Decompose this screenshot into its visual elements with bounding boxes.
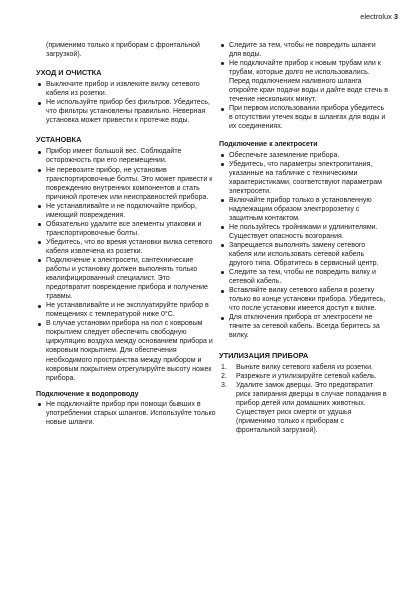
care-heading: УХОД И ОЧИСТКА bbox=[36, 68, 102, 78]
list-item bbox=[219, 381, 389, 435]
installation-list bbox=[36, 147, 216, 382]
right-column bbox=[219, 41, 389, 435]
step-number: 2. bbox=[221, 372, 227, 380]
list-item: Включайте прибор только в установленную надлежащим образом электророзетку с защитным контактом. bbox=[219, 196, 389, 223]
intro-text: (применимо только к приборам с фронтальной загрузкой). bbox=[46, 42, 200, 59]
list-item: Выключите прибор и извлеките вилку сетевого кабеля из розетки. bbox=[36, 80, 216, 98]
electric-heading: Подключение к электросети bbox=[219, 141, 318, 149]
disposal-list bbox=[219, 363, 389, 435]
page-header bbox=[360, 13, 398, 21]
page-number: 3 bbox=[393, 12, 398, 21]
list-item: Прибор имеет большой вес. Соблюдайте осторожность при его перемещении. bbox=[36, 147, 216, 165]
step-text: Выньте вилку сетевого кабеля из розетки. bbox=[236, 363, 374, 371]
list-item: Убедитесь, что во время установки вилка сетевого кабеля извлечена из розетки. bbox=[36, 238, 216, 256]
list-item: Следите за тем, чтобы не повредить вилку и сетевой кабель. bbox=[219, 268, 389, 286]
step-number: 3. bbox=[221, 381, 227, 389]
electric-list bbox=[219, 151, 389, 341]
water-heading: Подключение к водопроводу bbox=[36, 390, 139, 398]
list-item: Подключение к электросети, сантехнические работы и установку должен выполнять только квалифицированный специалист. Это предотвратит повреждение прибора и получение травмы. bbox=[36, 256, 216, 301]
list-item bbox=[219, 372, 389, 381]
list-item: Не устанавливайте и не эксплуатируйте прибор в помещениях с температурой ниже 0°C. bbox=[36, 301, 216, 319]
list-item: При первом использовании прибора убедитесь в отсутствии утечек воды в шлангах для воды и их соединениях. bbox=[219, 104, 389, 131]
disposal-heading: УТИЛИЗАЦИЯ ПРИБОРА bbox=[219, 350, 309, 360]
list-item: Убедитесь, что параметры электропитания, указанные на табличке с техническими характеристиками, соответствуют параметрам электросети. bbox=[219, 160, 389, 196]
list-item: Не используйте прибор без фильтров. Убедитесь, что фильтры установлены правильно. Неверная установка может привести к протечке воды. bbox=[36, 98, 216, 125]
step-text: Удалите замок дверцы. Это предотвратит риск запирания дверцы в случае попадания в прибор детей или домашних животных. Существует риск смерти от удушья (применимо только к приборам с фронтальной загрузкой). bbox=[236, 381, 387, 434]
installation-heading: УСТАНОВКА bbox=[36, 135, 82, 145]
step-number: 1. bbox=[221, 363, 227, 371]
step-text: Разрежьте и утилизируйте сетевой кабель. bbox=[236, 372, 377, 380]
list-item: Не пользуйтесь тройниками и удлинителями. Существует опасность возгорания. bbox=[219, 223, 389, 241]
brand-name: electrolux bbox=[360, 12, 392, 21]
list-item: Не подключайте прибор к новым трубам или к трубам, которые долго не использовались. Перед подключением наливного шланга откройте кран подачи воды и дайте воде стечь в течение нескольких минут. bbox=[219, 59, 389, 104]
water-list-continued bbox=[219, 41, 389, 131]
list-item: Для отключения прибора от электросети не тяните за сетевой кабель. Всегда беритесь за вилку. bbox=[219, 313, 389, 340]
list-item: Не подключайте прибор при помощи бывших в употреблении старых шлангов. Используйте только новые шланги. bbox=[36, 400, 216, 427]
left-column bbox=[36, 41, 216, 427]
care-list bbox=[36, 80, 216, 125]
list-item: В случае установки прибора на пол с ковровым покрытием следует обеспечить свободную циркуляцию воздуха между основанием прибора и ковровым покрытием. Для обеспечения необходимого пространства между прибором и ковровым покрытием отрегулируйте высоту ножек прибора. bbox=[36, 319, 216, 382]
list-item: Не устанавливайте и не подключайте прибор, имеющий повреждения. bbox=[36, 202, 216, 220]
list-item: Следите за тем, чтобы не повредить шланги для воды. bbox=[219, 41, 389, 59]
list-item: Запрещается выполнять замену сетевого кабеля или использовать сетевой кабель другого типа. Обратитесь в сервисный центр. bbox=[219, 241, 389, 268]
list-item: Вставляйте вилку сетевого кабеля в розетку только во конце установки прибора. Убедитесь, что после установки имеется доступ к вилке. bbox=[219, 286, 389, 313]
list-item: Не перевозите прибор, не установив транспортировочные болты. Это может привести к повреждению внутренних компонентов и стать причиной протечек или неисправностей прибора. bbox=[36, 166, 216, 202]
list-item: Обеспечьте заземление прибора. bbox=[219, 151, 389, 160]
list-item: Обязательно удалите все элементы упаковки и транспортировочные болты. bbox=[36, 220, 216, 238]
water-list bbox=[36, 400, 216, 427]
list-item bbox=[219, 363, 389, 372]
